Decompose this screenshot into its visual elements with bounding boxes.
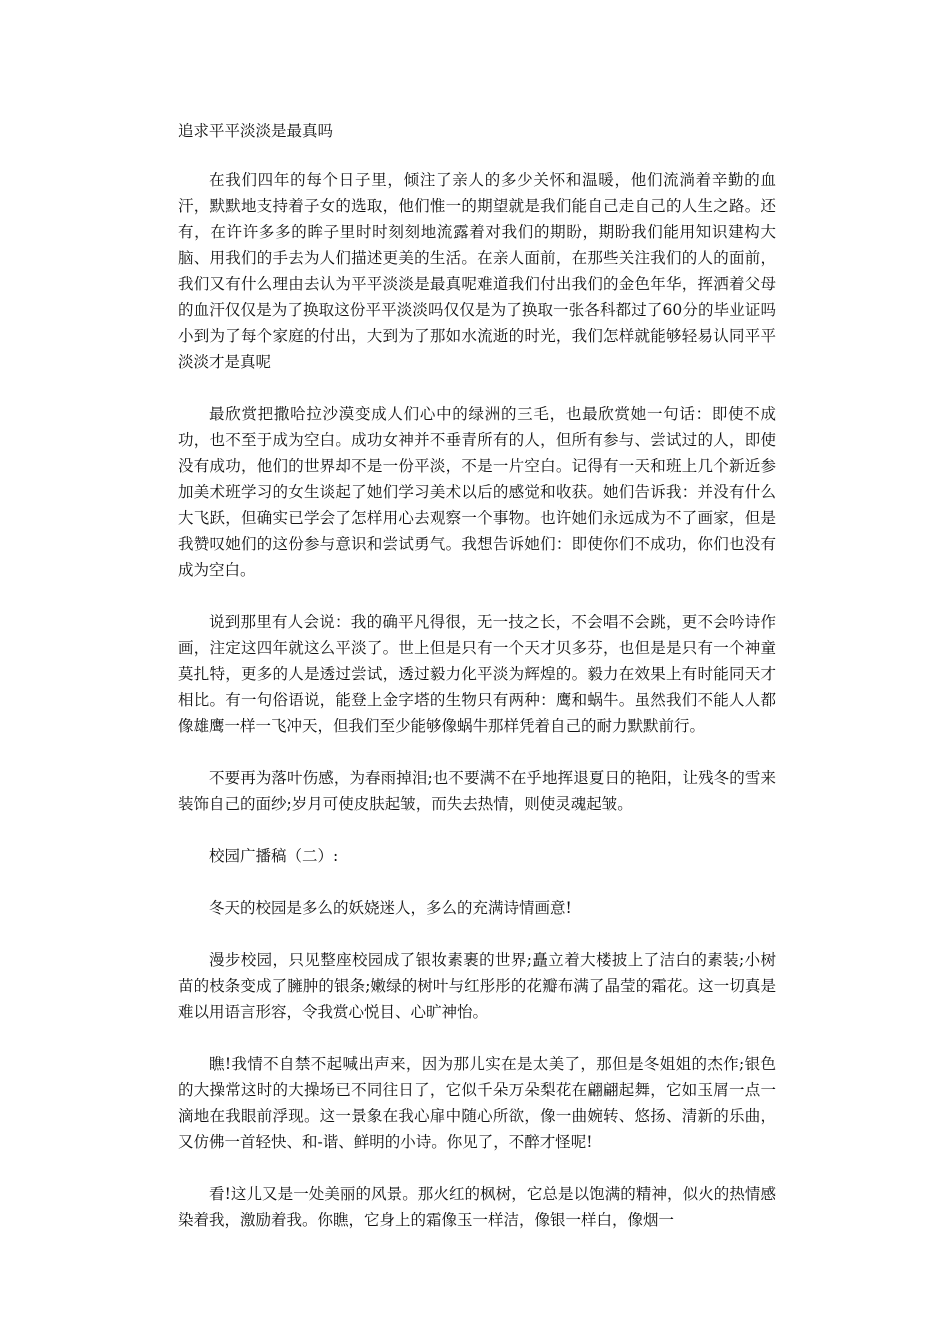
paragraph-5: 冬天的校园是多么的妖娆迷人，多么的充满诗情画意! (209, 899, 572, 917)
paragraph-7: 瞧!我情不自禁不起喊出声来，因为那儿实在是太美了，那但是冬姐姐的杰作;银色的大操常这时的大操场已不同往日了，它似千朵万朵梨花在翩翩起舞，它如玉屑一点一滴地在我眼前浮现。这一景象在我心扉中随心所欲，像一曲婉转、悠扬、清新的乐曲，又仿佛一首轻快、和-谐、鲜明的小诗。你见了，不醉才怪呢! (178, 1055, 776, 1151)
paragraph-4: 不要再为落叶伤感，为春雨掉泪;也不要满不在乎地挥退夏日的艳阳，让残冬的雪来装饰自己的面纱;岁月可使皮肤起皱，而失去热情，则使灵魂起皱。 (178, 769, 776, 813)
paragraph-3: 说到那里有人会说：我的确平凡得很，无一技之长，不会唱不会跳，更不会吟诗作画，注定这四年就这么平淡了。世上但是只有一个天才贝多芬，也但是是只有一个神童莫扎特，更多的人是透过尝试，透过毅力化平淡为辉煌的。毅力在效果上有时能同天才相比。有一句俗语说，能登上金字塔的生物只有两种：鹰和蜗牛。虽然我们不能人人都像雄鹰一样一飞冲天，但我们至少能够像蜗牛那样凭着自己的耐力默默前行。 (178, 613, 776, 735)
paragraph-8: 看!这儿又是一处美丽的风景。那火红的枫树，它总是以饱满的精神，似火的热情感染着我，激励着我。你瞧，它身上的霜像玉一样洁，像银一样白，像烟一 (178, 1185, 776, 1229)
paragraph-1: 在我们四年的每个日子里，倾注了亲人的多少关怀和温暖，他们流淌着辛勤的血汗，默默地支持着子女的选取，他们惟一的期望就是我们能自己走自己的人生之路。还有，在许许多多的眸子里时时刻刻地流露着对我们的期盼，期盼我们能用知识建构大脑、用我们的手去为人们描述更美的生活。在亲人面前，在那些关注我们的人的面前，我们又有什么理由去认为平平淡淡是最真呢难道我们付出我们的金色年华，挥洒着父母的血汗仅仅是为了换取这份平平淡淡吗仅仅是为了换取一张各科都过了60分的毕业证吗小到为了每个家庭的付出，大到为了那如水流逝的时光，我们怎样就能够轻易认同平平淡淡才是真呢 (178, 171, 776, 371)
paragraph-6: 漫步校园，只见整座校园成了银妆素裹的世界;矗立着大楼披上了洁白的素装;小树苗的枝条变成了臃肿的银条;嫩绿的树叶与红彤彤的花瓣布满了晶莹的霜花。这一切真是难以用语言形容，令我赏心悦目、心旷神怡。 (178, 951, 776, 1021)
document-page (178, 118, 776, 1259)
paragraph-2: 最欣赏把撒哈拉沙漠变成人们心中的绿洲的三毛，也最欣赏她一句话：即使不成功，也不至于成为空白。成功女神并不垂青所有的人，但所有参与、尝试过的人，即使没有成功，他们的世界却不是一份平淡，不是一片空白。记得有一天和班上几个新近参加美术班学习的女生谈起了她们学习美术以后的感觉和收获。她们告诉我：并没有什么大飞跃，但确实已学会了怎样用心去观察一个事物。也许她们永远成为不了画家，但是我赞叹她们的这份参与意识和尝试勇气。我想告诉她们：即使你们不成功，你们也没有成为空白。 (178, 405, 776, 579)
document-title: 追求平平淡淡是最真吗 (178, 122, 334, 140)
section-heading: 校园广播稿（二）: (209, 847, 339, 865)
